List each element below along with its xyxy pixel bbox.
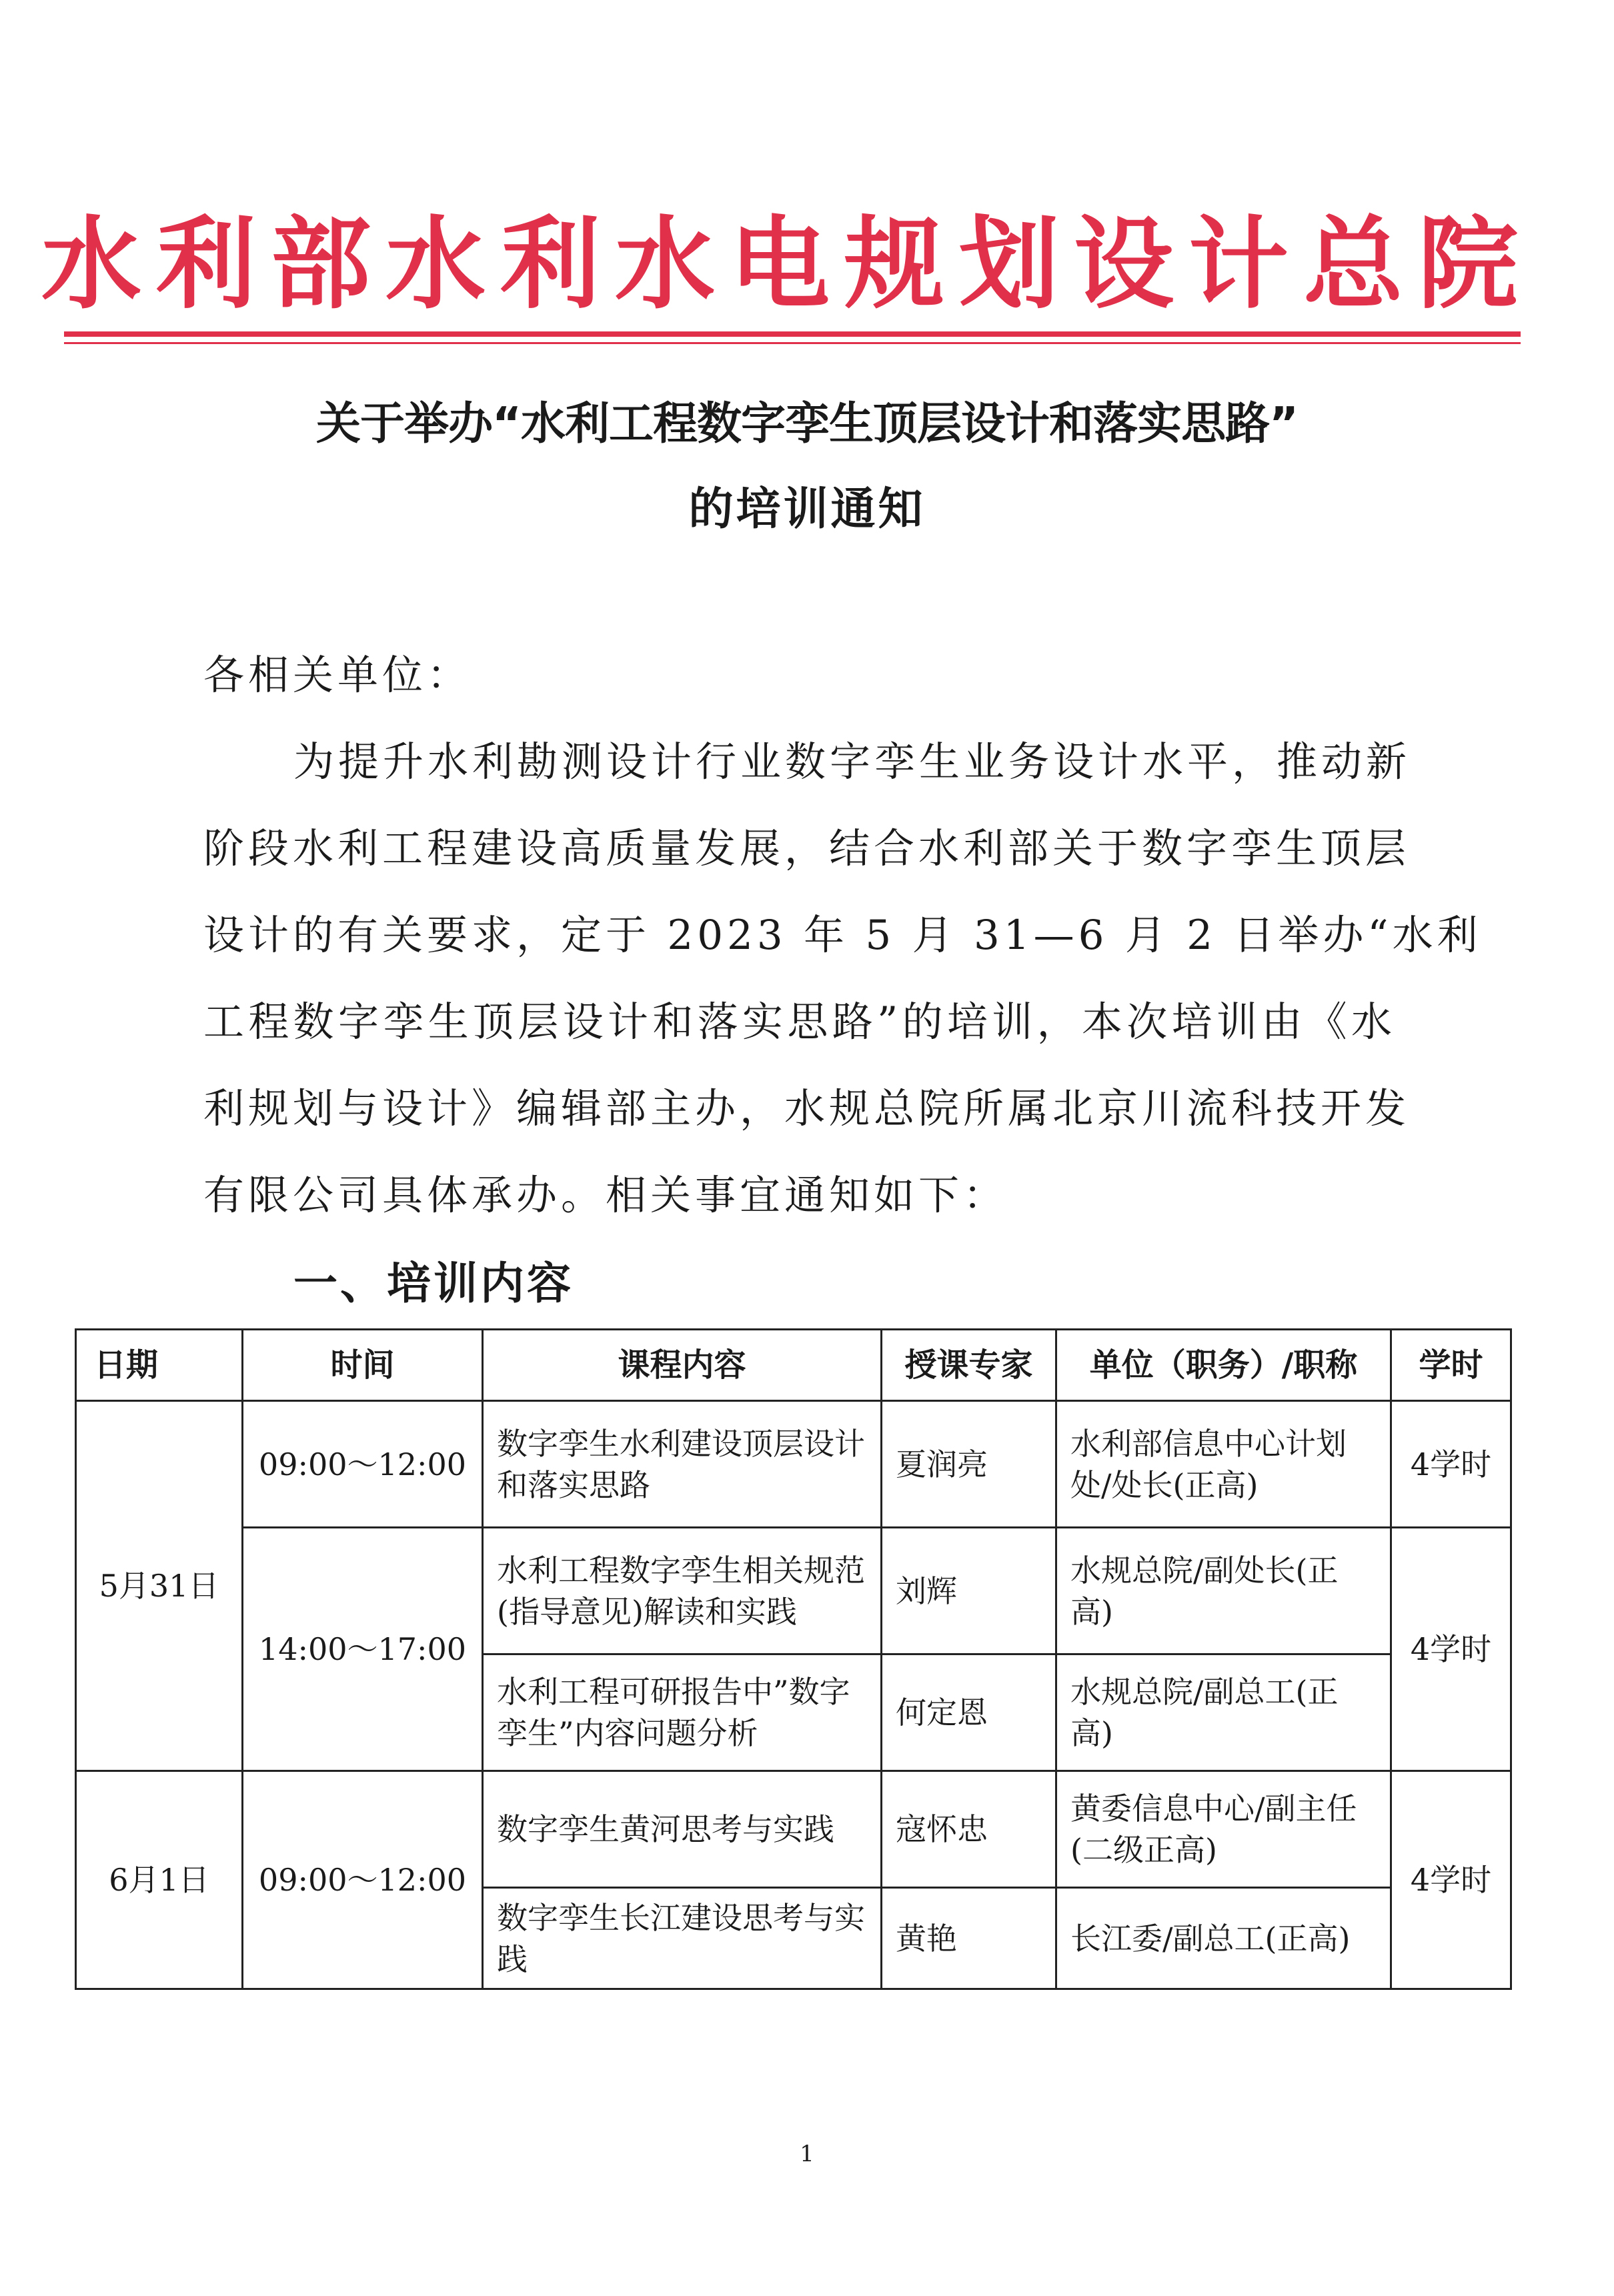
- letterhead-org-name: 水利部水利水电规划设计总院: [41, 205, 1533, 323]
- notice-title-line-1: 关于举办“水利工程数字孪生顶层设计和落实思路”: [315, 397, 1299, 449]
- table-cell-expert: 夏润亮: [882, 1401, 1056, 1528]
- table-row: [76, 1401, 1511, 1528]
- table-cell-time: 09:00～12:00: [243, 1771, 483, 1989]
- table-cell-date: 5月31日: [76, 1401, 243, 1771]
- table-cell-time: 09:00～12:00: [243, 1401, 483, 1528]
- table-cell-expert: 何定恩: [882, 1654, 1056, 1771]
- table-cell-unit: 水规总院/副处长(正高): [1056, 1528, 1391, 1654]
- table-cell-hours: 4学时: [1391, 1401, 1511, 1528]
- table-cell-hours: 4学时: [1391, 1771, 1511, 1989]
- table-header-course: 课程内容: [483, 1330, 882, 1401]
- body-text-line: 利规划与设计》编辑部主办，水规总院所属北京川流科技开发: [203, 1085, 1411, 1132]
- table-row: [76, 1771, 1511, 1888]
- table-cell-expert: 黄艳: [882, 1888, 1056, 1989]
- table-cell-time: 14:00～17:00: [243, 1528, 483, 1771]
- table-cell-unit: 水规总院/副总工(正高): [1056, 1654, 1391, 1771]
- table-row: [76, 1528, 1511, 1654]
- body-text-line: 阶段水利工程建设高质量发展，结合水利部关于数字孪生顶层: [203, 825, 1411, 872]
- body-text-line: 有限公司具体承办。相关事宜通知如下：: [203, 1172, 1008, 1219]
- table-header-date: 日期: [76, 1330, 243, 1401]
- table-cell-course: 水利工程数字孪生相关规范(指导意见)解读和实践: [483, 1528, 882, 1654]
- training-schedule-table: [75, 1328, 1512, 1990]
- table-header-row: [76, 1330, 1511, 1401]
- table-header-hours: 学时: [1391, 1330, 1511, 1401]
- table-cell-unit: 水利部信息中心计划处/处长(正高): [1056, 1401, 1391, 1528]
- letterhead-rule-thick: [64, 331, 1521, 337]
- table-cell-unit: 黄委信息中心/副主任(二级正高): [1056, 1771, 1391, 1888]
- table-header-expert: 授课专家: [882, 1330, 1056, 1401]
- letterhead-rule-thin: [64, 342, 1521, 344]
- table-cell-expert: 寇怀忠: [882, 1771, 1056, 1888]
- page-number: 1: [800, 2141, 814, 2167]
- body-text-line: 工程数字孪生顶层设计和落实思路”的培训，本次培训由《水: [203, 998, 1396, 1046]
- table-cell-expert: 刘辉: [882, 1528, 1056, 1654]
- section-heading: 一、培训内容: [293, 1258, 574, 1309]
- body-text-line: 设计的有关要求，定于 2023 年 5 月 31—6 月 2 日举办“水利: [203, 912, 1482, 959]
- table-cell-course: 数字孪生水利建设顶层设计和落实思路: [483, 1401, 882, 1528]
- salutation: 各相关单位：: [203, 652, 472, 699]
- table-header-unit: 单位（职务）/职称: [1056, 1330, 1391, 1401]
- table-cell-course: 数字孪生黄河思考与实践: [483, 1771, 882, 1888]
- table-cell-course: 数字孪生长江建设思考与实践: [483, 1888, 882, 1989]
- table-cell-unit: 长江委/副总工(正高): [1056, 1888, 1391, 1989]
- table-cell-date: 6月1日: [76, 1771, 243, 1989]
- table-header-time: 时间: [243, 1330, 483, 1401]
- notice-title-line-2: 的培训通知: [688, 483, 926, 535]
- table-cell-course: 水利工程可研报告中”数字孪生”内容问题分析: [483, 1654, 882, 1771]
- table-cell-hours: 4学时: [1391, 1528, 1511, 1771]
- body-text-line: 为提升水利勘测设计行业数字孪生业务设计水平，推动新: [293, 738, 1411, 786]
